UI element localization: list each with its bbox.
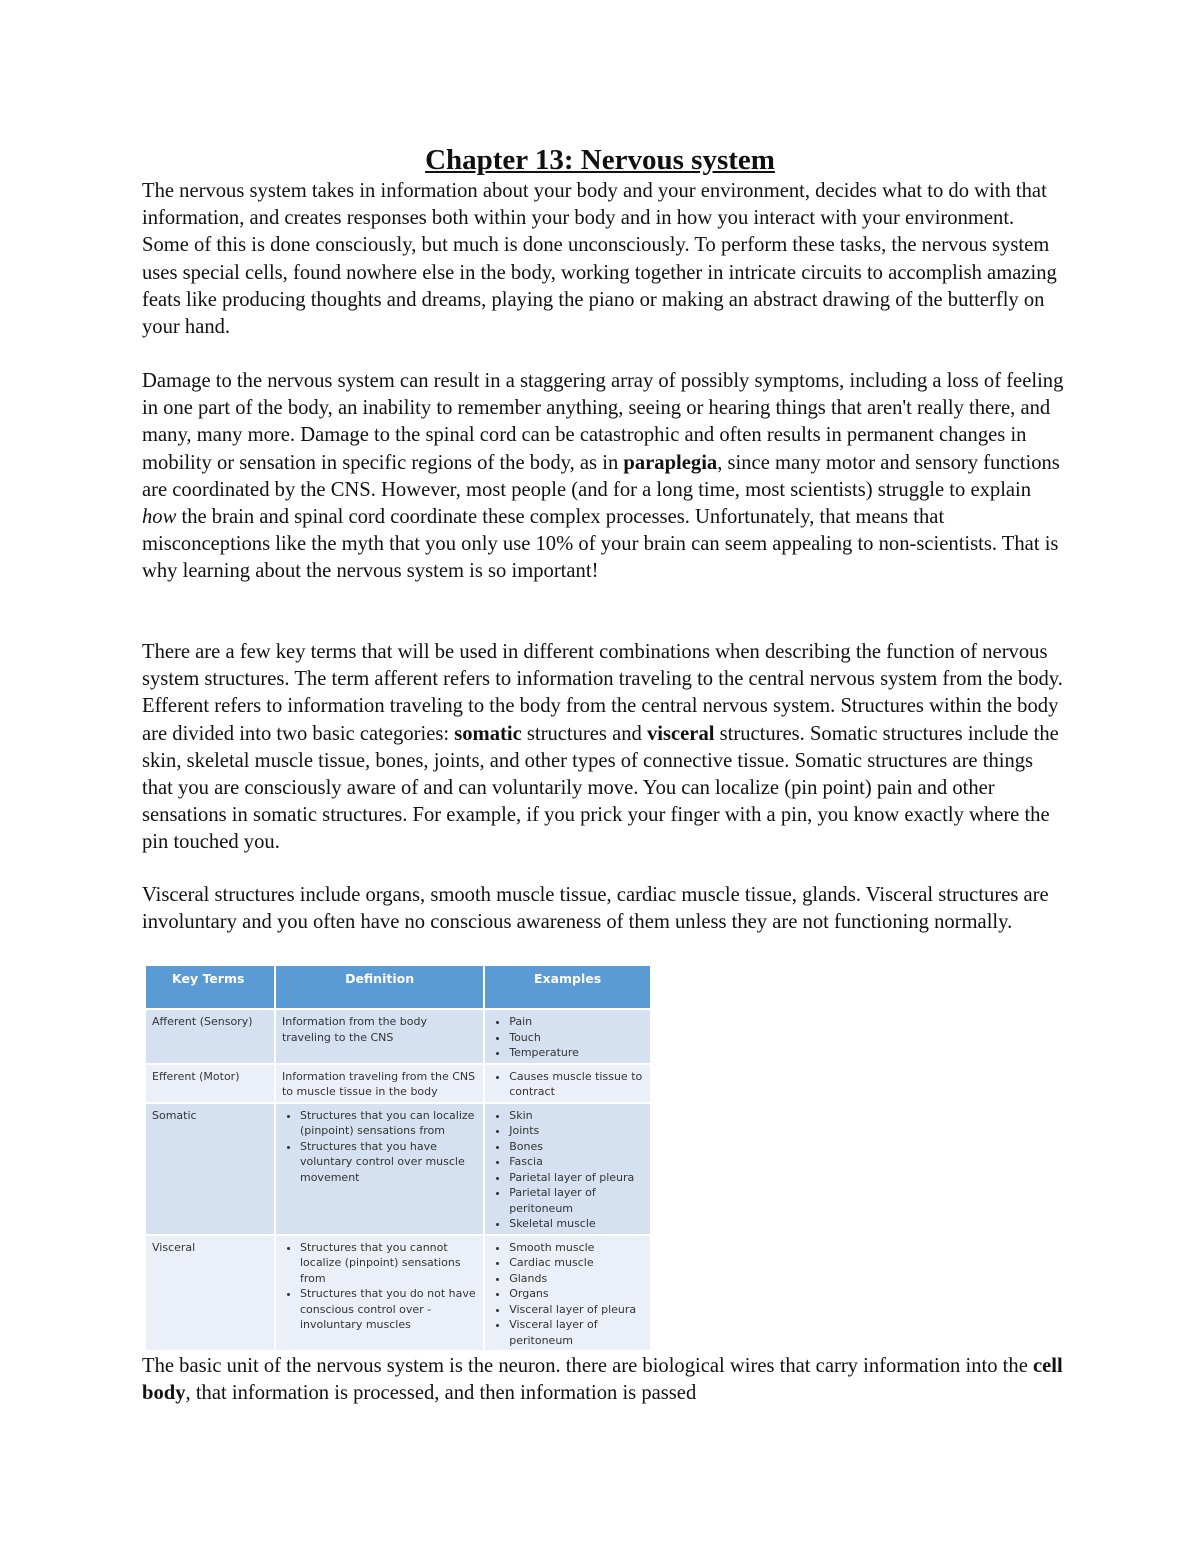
emphasis-how: how <box>142 506 177 529</box>
table-header-definition: Definition <box>275 966 484 1009</box>
key-terms-paragraph <box>142 639 1064 857</box>
list-item: • Cardiac muscle <box>509 1255 644 1271</box>
table-row <box>146 1009 651 1064</box>
intro-paragraph: The nervous system takes in information about your body and your environment, decides what to do with that information, and creates responses both within your body and in how you interact with your environment. Some of this is done consciously, but much is done unconsciously. To perform these tasks, the nervous system uses special cells, found nowhere else in the body, working together in intricate circuits to accomplish amazing feats like producing thoughts and dreams, playing the piano or making an abstract drawing of the butterfly on your hand. <box>142 180 1057 339</box>
list-item: • Parietal layer of peritoneum <box>509 1185 644 1216</box>
list-item: • Fascia <box>509 1154 644 1170</box>
table-cell-definition: Information from the body traveling to the CNS <box>275 1009 484 1064</box>
list-item: • Skin <box>509 1108 644 1124</box>
list-item: • Temperature <box>509 1045 644 1061</box>
list-item: • Pain <box>509 1014 644 1030</box>
key-terms-table <box>146 966 652 1350</box>
table-row <box>146 1064 651 1103</box>
list-item: • Parietal layer of pleura <box>509 1170 644 1186</box>
list-item: • Structures that you have voluntary control over muscle movement <box>300 1139 477 1186</box>
term-visceral: visceral <box>646 722 715 745</box>
table-header-key-terms: Key Terms <box>146 966 275 1009</box>
table-cell-definition: Information traveling from the CNS to muscle tissue in the body <box>275 1064 484 1103</box>
damage-text-a: Damage to the nervous system can result in a staggering array of possibly symptoms, including a loss of feeling in one part of the body, an inability to remember anything, seeing or hearing things that aren't really there, and many, many more. Damage to the spinal cord can be catastrophic and often results in permanent changes in mobility or sensation in specific regions of the body, as in <box>142 370 1064 474</box>
table-cell-term: Somatic <box>146 1103 275 1235</box>
list-item: • Smooth muscle <box>509 1240 644 1256</box>
term-somatic: somatic <box>454 722 522 745</box>
term-cell-body: cell body <box>142 1355 1063 1405</box>
table-cell-term: Afferent (Sensory) <box>146 1009 275 1064</box>
table-header-row <box>146 966 651 1009</box>
list-item: • Touch <box>509 1030 644 1046</box>
list-item: • Glands <box>509 1271 644 1287</box>
list-item: • Structures that you do not have conscious control over - involuntary muscles <box>300 1286 477 1333</box>
list-item: • Visceral layer of pleura <box>509 1302 644 1318</box>
chapter-title: Chapter 13: Nervous system <box>425 144 775 176</box>
table-cell-term: Visceral <box>146 1235 275 1351</box>
key-terms-text-b: structures and <box>521 722 647 745</box>
list-item: • Structures that you cannot localize (pinpoint) sensations from <box>300 1240 477 1287</box>
neuron-text-a: The basic unit of the nervous system is the neuron. there are biological wires that carry information into the <box>142 1355 1033 1377</box>
visceral-paragraph: Visceral structures include organs, smooth muscle tissue, cardiac muscle tissue, glands. Visceral structures are involuntary and you often have no conscious awareness of them unless they are not functioning normally. <box>142 884 1049 934</box>
table-cell-examples <box>484 1009 651 1064</box>
neuron-text-b: , that information is processed, and then information is passed <box>185 1382 697 1405</box>
list-item: • Joints <box>509 1123 644 1139</box>
list-item: • Visceral layer of peritoneum <box>509 1317 644 1348</box>
table-cell-examples <box>484 1103 651 1235</box>
term-paraplegia: paraplegia <box>623 451 718 474</box>
table-cell-examples <box>484 1235 651 1351</box>
list-item: • Causes muscle tissue to contract <box>509 1069 644 1100</box>
key-terms-text-a: There are a few key terms that will be used in different combinations when describing the function of nervous system structures. The term afferent refers to information traveling to the central nervous system from the body. Efferent refers to information traveling to the body from the central nervous system. Structures within the body are divided into two basic categories: <box>142 641 1063 745</box>
table-cell-definition <box>275 1235 484 1351</box>
list-item: • Organs <box>509 1286 644 1302</box>
list-item: • Bones <box>509 1139 644 1155</box>
damage-text-b: , since many motor and sensory functions are coordinated by the CNS. However, most people (and for a long time, most scientists) struggle to explain <box>142 451 1060 501</box>
table-row <box>146 1103 651 1235</box>
table-row <box>146 1235 651 1351</box>
table-cell-definition <box>275 1103 484 1235</box>
damage-paragraph <box>142 368 1064 586</box>
damage-text-c: the brain and spinal cord coordinate these complex processes. Unfortunately, that means that misconceptions like the myth that you only use 10% of your brain can seem appealing to non-scientists. That is why learning about the nervous system is so important! <box>142 506 1059 583</box>
neuron-paragraph <box>142 1353 1064 1407</box>
table-cell-examples <box>484 1064 651 1103</box>
list-item: • Skeletal muscle <box>509 1216 644 1232</box>
table-header-examples: Examples <box>484 966 651 1009</box>
key-terms-text-c: structures. Somatic structures include the skin, skeletal muscle tissue, bones, joints, and other types of connective tissue. Somatic structures are things that you are consciously aware of and can voluntarily move. You can localize (pin point) pain and other sensations in somatic structures. For example, if you prick your finger with a pin, you know exactly where the pin touched you. <box>142 722 1059 854</box>
table-cell-term: Efferent (Motor) <box>146 1064 275 1103</box>
list-item: • Structures that you can localize (pinpoint) sensations from <box>300 1108 477 1139</box>
